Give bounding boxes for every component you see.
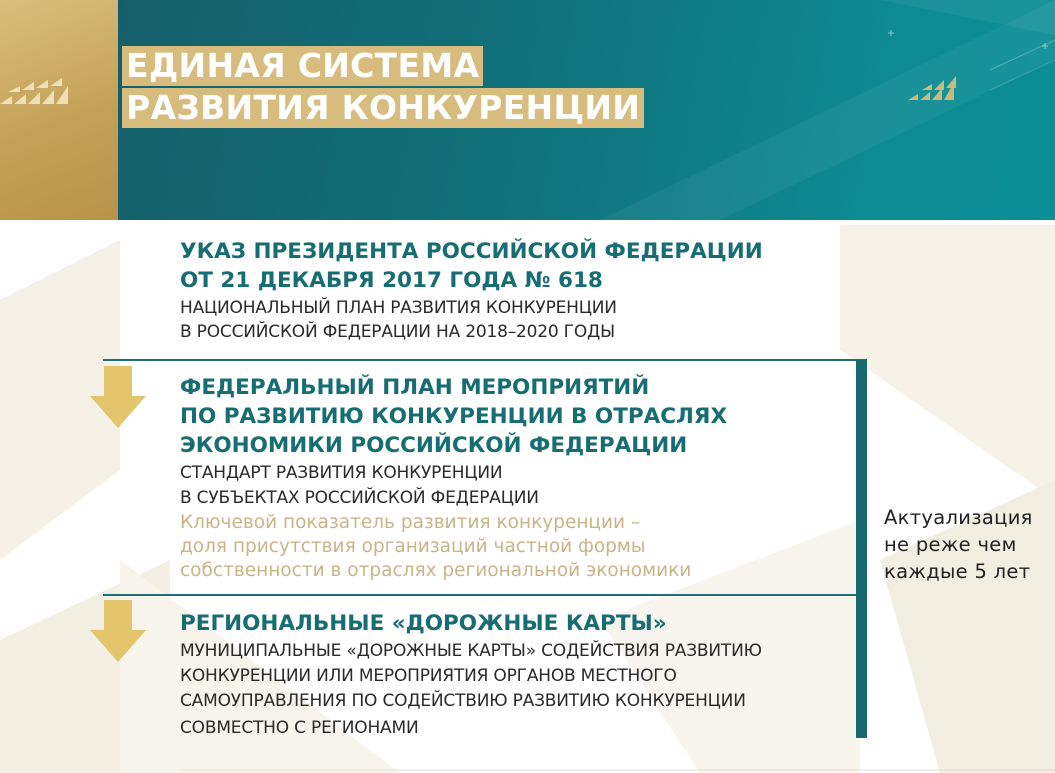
section1-heading-line-2: ОТ 21 ДЕКАБРЯ 2017 ГОДА № 618	[180, 268, 603, 293]
update-cycle-line-3: каждые 5 лет	[884, 560, 1031, 583]
page-title-line-1: ЕДИНАЯ СИСТЕМА	[122, 46, 483, 86]
update-cycle-line-2: не реже чем	[884, 533, 1017, 556]
section2-subtitle-line-2: В СУБЪЕКТАХ РОССИЙСКОЙ ФЕДЕРАЦИИ	[180, 488, 539, 508]
section2-heading-line-2: ПО РАЗВИТИЮ КОНКУРЕНЦИИ В ОТРАСЛЯХ	[180, 404, 728, 429]
section1-subtitle-line-1: НАЦИОНАЛЬНЫЙ ПЛАН РАЗВИТИЯ КОНКУРЕНЦИИ	[180, 298, 617, 318]
divider-line-2	[103, 594, 857, 596]
section3-subtitle-line-3: САМОУПРАВЛЕНИЯ ПО СОДЕЙСТВИЮ РАЗВИТИЮ КОНКУРЕНЦИИ	[180, 691, 746, 711]
section3-heading-line-1: РЕГИОНАЛЬНЫЕ «ДОРОЖНЫЕ КАРТЫ»	[180, 611, 667, 636]
divider-line-1	[103, 359, 867, 361]
update-cycle-note	[884, 504, 1054, 585]
section3-subtitle-line-1: МУНИЦИПАЛЬНЫЕ «ДОРОЖНЫЕ КАРТЫ» СОДЕЙСТВИЯ РАЗВИТИЮ	[180, 641, 762, 661]
section3-subtitle-line-2: КОНКУРЕНЦИИ ИЛИ МЕРОПРИЯТИЯ ОРГАНОВ МЕСТНОГО	[180, 666, 677, 686]
section1-subtitle-line-2: В РОССИЙСКОЙ ФЕДЕРАЦИИ НА 2018–2020 ГОДЫ	[180, 322, 615, 342]
section2-heading-line-1: ФЕДЕРАЛЬНЫЙ ПЛАН МЕРОПРИЯТИЙ	[180, 375, 650, 400]
section3-subtitle-line-4: СОВМЕСТНО С РЕГИОНАМИ	[180, 718, 419, 738]
update-cycle-bar	[856, 360, 867, 738]
kpi-text-line-2: доля присутствия организаций частной формы	[180, 536, 646, 557]
kpi-text-line-1: Ключевой показатель развития конкуренции –	[180, 512, 641, 533]
arrow-down-icon	[90, 366, 146, 428]
section2-subtitle-line-1: СТАНДАРТ РАЗВИТИЯ КОНКУРЕНЦИИ	[180, 463, 503, 483]
update-cycle-line-1: Актуализация	[884, 506, 1033, 529]
page-title-line-2: РАЗВИТИЯ КОНКУРЕНЦИИ	[122, 88, 644, 128]
kpi-text-line-3: собственности в отраслях региональной экономики	[180, 560, 692, 581]
section2-heading-line-3: ЭКОНОМИКИ РОССИЙСКОЙ ФЕДЕРАЦИИ	[180, 433, 688, 458]
section1-heading-line-1: УКАЗ ПРЕЗИДЕНТА РОССИЙСКОЙ ФЕДЕРАЦИИ	[180, 239, 763, 264]
arrow-down-icon	[90, 600, 146, 662]
